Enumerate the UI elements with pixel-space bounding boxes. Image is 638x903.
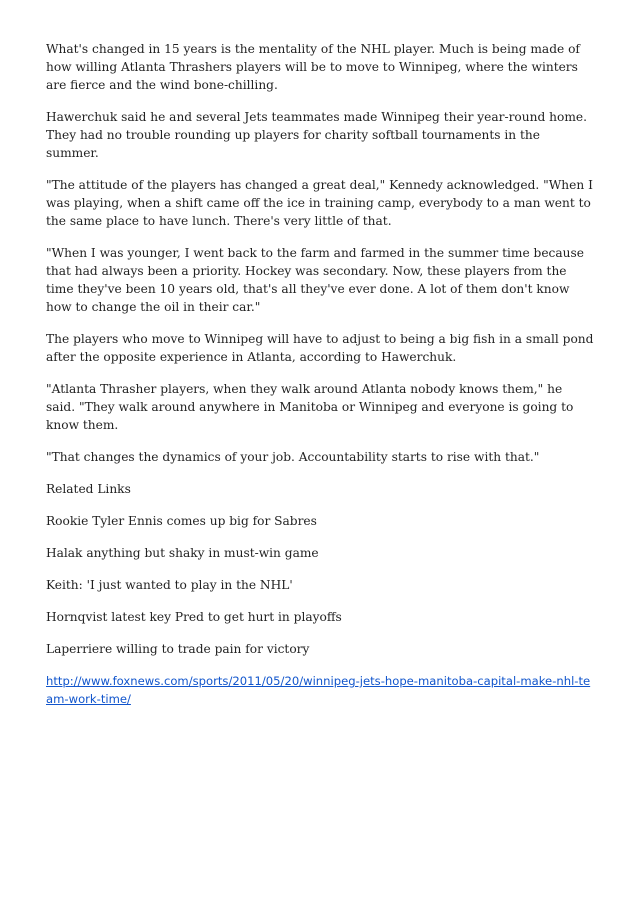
- article-paragraph-1: What's changed in 15 years is the mentality of the NHL player. Much is being made of how willing Atlanta Thrashers players will be to move to Winnipeg, where the winters are fierce and the wind bone-chilling.: [46, 42, 580, 92]
- source-link-paragraph: [46, 672, 594, 708]
- article-paragraph-5: The players who move to Winnipeg will have to adjust to being a big fish in a small pond after the opposite experience in Atlanta, according to Hawerchuk.: [46, 332, 594, 364]
- related-link-2[interactable]: Halak anything but shaky in must-win game: [46, 546, 319, 560]
- related-link-5[interactable]: Laperriere willing to trade pain for victory: [46, 642, 310, 656]
- related-link-3[interactable]: Keith: 'I just wanted to play in the NHL': [46, 578, 293, 592]
- document-page: [46, 40, 594, 722]
- article-paragraph-6: "Atlanta Thrasher players, when they walk around Atlanta nobody knows them," he said. "They walk around anywhere in Manitoba or Winnipeg and everyone is going to know them.: [46, 382, 574, 432]
- related-link-4[interactable]: Hornqvist latest key Pred to get hurt in playoffs: [46, 610, 342, 624]
- article-paragraph-7: "That changes the dynamics of your job. Accountability starts to rise with that.": [46, 450, 540, 464]
- source-url-link[interactable]: http://www.foxnews.com/sports/2011/05/20/winnipeg-jets-hope-manitoba-capital-make-nhl-team-work-time/: [46, 674, 591, 706]
- article-paragraph-4: "When I was younger, I went back to the farm and farmed in the summer time because that had always been a priority. Hockey was secondary. Now, these players from the time they've been 10 years old, that's all they've ever done. A lot of them don't know how to change the oil in their car.": [46, 246, 584, 314]
- related-link-1[interactable]: Rookie Tyler Ennis comes up big for Sabres: [46, 514, 317, 528]
- article-paragraph-3: "The attitude of the players has changed a great deal," Kennedy acknowledged. "When I was playing, when a shift came off the ice in training camp, everybody to a man went to the same place to have lunch. There's very little of that.: [46, 178, 593, 228]
- article-paragraph-2: Hawerchuk said he and several Jets teammates made Winnipeg their year-round home. They had no trouble rounding up players for charity softball tournaments in the summer.: [46, 110, 587, 160]
- related-links-heading: Related Links: [46, 482, 131, 496]
